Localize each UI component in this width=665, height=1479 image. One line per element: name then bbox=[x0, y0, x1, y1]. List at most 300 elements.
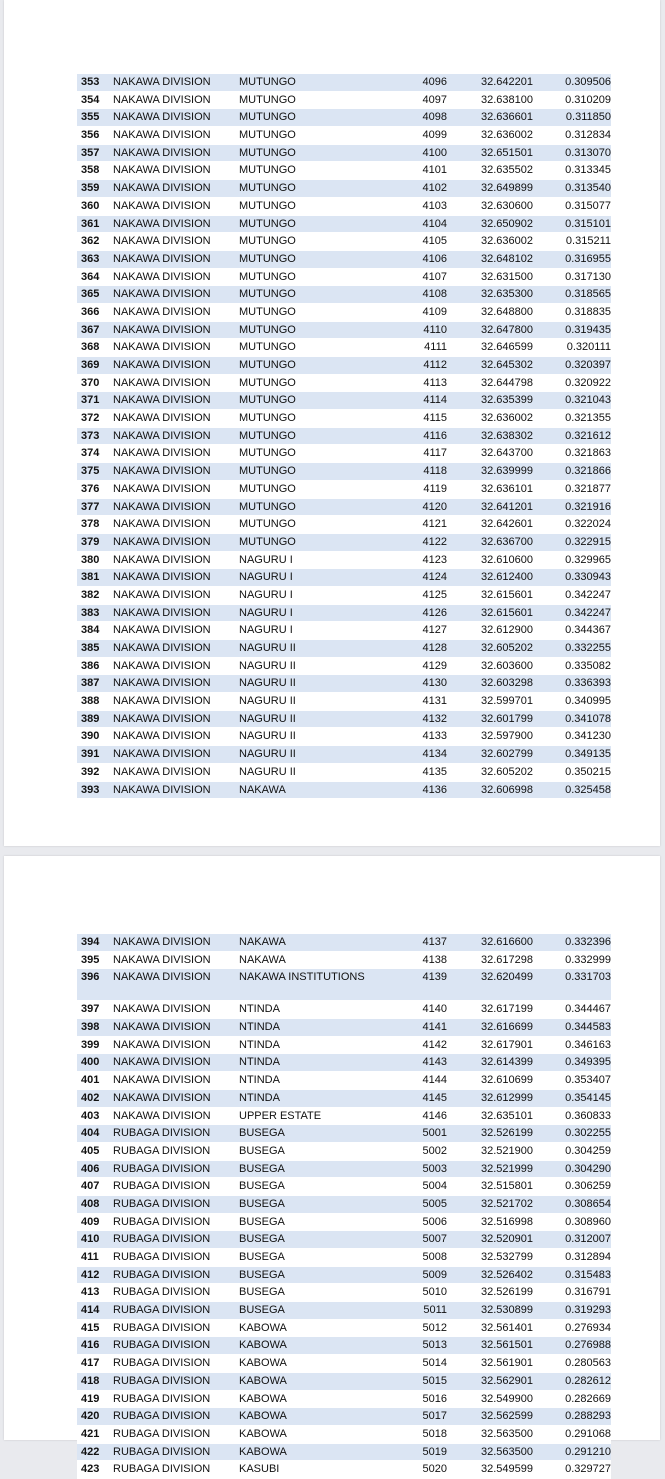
longitude-cell: 32.597900 bbox=[447, 728, 533, 746]
latitude-cell: 0.344583 bbox=[533, 1019, 611, 1037]
row-number: 407 bbox=[77, 1178, 109, 1196]
row-number: 367 bbox=[77, 321, 109, 339]
code-cell: 4108 bbox=[387, 286, 447, 304]
division-cell: RUBAGA DIVISION bbox=[109, 1355, 235, 1373]
latitude-cell: 0.322915 bbox=[533, 533, 611, 551]
division-cell: NAKAWA DIVISION bbox=[109, 109, 235, 127]
latitude-cell: 0.315483 bbox=[533, 1266, 611, 1284]
table-row bbox=[77, 693, 611, 711]
latitude-cell: 0.316955 bbox=[533, 250, 611, 268]
row-number: 356 bbox=[77, 127, 109, 145]
latitude-cell: 0.320397 bbox=[533, 357, 611, 375]
code-cell: 5001 bbox=[387, 1125, 447, 1143]
table-row bbox=[77, 1178, 611, 1196]
parish-cell: NAGURU I bbox=[235, 604, 387, 622]
division-cell: NAKAWA DIVISION bbox=[109, 233, 235, 251]
latitude-cell: 0.310209 bbox=[533, 91, 611, 109]
code-cell: 5006 bbox=[387, 1213, 447, 1231]
division-cell: NAKAWA DIVISION bbox=[109, 286, 235, 304]
longitude-cell: 32.599701 bbox=[447, 693, 533, 711]
division-cell: RUBAGA DIVISION bbox=[109, 1160, 235, 1178]
parish-cell: MUTUNGO bbox=[235, 303, 387, 321]
row-number: 385 bbox=[77, 640, 109, 658]
longitude-cell: 32.530899 bbox=[447, 1302, 533, 1320]
latitude-cell: 0.340995 bbox=[533, 693, 611, 711]
code-cell: 5016 bbox=[387, 1390, 447, 1408]
parish-cell: BUSEGA bbox=[235, 1178, 387, 1196]
parish-cell: MUTUNGO bbox=[235, 91, 387, 109]
parish-cell: NTINDA bbox=[235, 1036, 387, 1054]
table-row bbox=[77, 215, 611, 233]
longitude-cell: 32.562599 bbox=[447, 1408, 533, 1426]
code-cell: 4115 bbox=[387, 410, 447, 428]
code-cell: 4141 bbox=[387, 1019, 447, 1037]
division-cell: NAKAWA DIVISION bbox=[109, 586, 235, 604]
parish-cell: MUTUNGO bbox=[235, 74, 387, 91]
parish-cell: MUTUNGO bbox=[235, 374, 387, 392]
table-row bbox=[77, 445, 611, 463]
latitude-cell: 0.302255 bbox=[533, 1125, 611, 1143]
table-row bbox=[77, 1390, 611, 1408]
code-cell: 4139 bbox=[387, 969, 447, 1001]
row-number: 361 bbox=[77, 215, 109, 233]
longitude-cell: 32.612400 bbox=[447, 569, 533, 587]
table-row bbox=[77, 1160, 611, 1178]
table-row bbox=[77, 657, 611, 675]
division-cell: RUBAGA DIVISION bbox=[109, 1231, 235, 1249]
table-row bbox=[77, 604, 611, 622]
row-number: 363 bbox=[77, 250, 109, 268]
latitude-cell: 0.320111 bbox=[533, 339, 611, 357]
parish-cell: NAGURU I bbox=[235, 569, 387, 587]
parish-cell: NAGURU II bbox=[235, 675, 387, 693]
code-cell: 4135 bbox=[387, 763, 447, 781]
code-cell: 4116 bbox=[387, 427, 447, 445]
latitude-cell: 0.321916 bbox=[533, 498, 611, 516]
parish-cell: NAGURU II bbox=[235, 640, 387, 658]
longitude-cell: 32.639999 bbox=[447, 463, 533, 481]
table-row bbox=[77, 427, 611, 445]
table-row bbox=[77, 1107, 611, 1125]
code-cell: 4129 bbox=[387, 657, 447, 675]
row-number: 381 bbox=[77, 569, 109, 587]
table-row bbox=[77, 1319, 611, 1337]
row-number: 369 bbox=[77, 357, 109, 375]
code-cell: 4099 bbox=[387, 127, 447, 145]
latitude-cell: 0.344367 bbox=[533, 622, 611, 640]
code-cell: 4112 bbox=[387, 357, 447, 375]
table-row bbox=[77, 1372, 611, 1390]
division-cell: NAKAWA DIVISION bbox=[109, 374, 235, 392]
row-number: 362 bbox=[77, 233, 109, 251]
row-number: 392 bbox=[77, 763, 109, 781]
longitude-cell: 32.563500 bbox=[447, 1425, 533, 1443]
table-row bbox=[77, 1089, 611, 1107]
division-cell: NAKAWA DIVISION bbox=[109, 410, 235, 428]
row-number: 374 bbox=[77, 445, 109, 463]
longitude-cell: 32.636101 bbox=[447, 480, 533, 498]
longitude-cell: 32.617199 bbox=[447, 1001, 533, 1019]
division-cell: NAKAWA DIVISION bbox=[109, 427, 235, 445]
division-cell: RUBAGA DIVISION bbox=[109, 1337, 235, 1355]
code-cell: 5007 bbox=[387, 1231, 447, 1249]
table-row bbox=[77, 197, 611, 215]
table-row bbox=[77, 374, 611, 392]
code-cell: 4123 bbox=[387, 551, 447, 569]
longitude-cell: 32.635502 bbox=[447, 162, 533, 180]
division-cell: NAKAWA DIVISION bbox=[109, 1089, 235, 1107]
parish-cell: NAKAWA INSTITUTIONS bbox=[235, 969, 387, 1001]
latitude-cell: 0.342247 bbox=[533, 586, 611, 604]
table-row bbox=[77, 728, 611, 746]
division-cell: NAKAWA DIVISION bbox=[109, 1001, 235, 1019]
table-row bbox=[77, 533, 611, 551]
longitude-cell: 32.635101 bbox=[447, 1107, 533, 1125]
row-number: 365 bbox=[77, 286, 109, 304]
code-cell: 4096 bbox=[387, 74, 447, 91]
row-number: 397 bbox=[77, 1001, 109, 1019]
latitude-cell: 0.335082 bbox=[533, 657, 611, 675]
latitude-cell: 0.317130 bbox=[533, 268, 611, 286]
longitude-cell: 32.635300 bbox=[447, 286, 533, 304]
latitude-cell: 0.304290 bbox=[533, 1160, 611, 1178]
longitude-cell: 32.563500 bbox=[447, 1443, 533, 1461]
parish-cell: MUTUNGO bbox=[235, 516, 387, 534]
longitude-cell: 32.521999 bbox=[447, 1160, 533, 1178]
code-cell: 5009 bbox=[387, 1266, 447, 1284]
longitude-cell: 32.549599 bbox=[447, 1461, 533, 1479]
row-number: 393 bbox=[77, 781, 109, 799]
division-cell: NAKAWA DIVISION bbox=[109, 763, 235, 781]
division-cell: NAKAWA DIVISION bbox=[109, 969, 235, 1001]
row-number: 416 bbox=[77, 1337, 109, 1355]
longitude-cell: 32.643700 bbox=[447, 445, 533, 463]
division-cell: NAKAWA DIVISION bbox=[109, 640, 235, 658]
table-row bbox=[77, 1266, 611, 1284]
longitude-cell: 32.606998 bbox=[447, 781, 533, 799]
latitude-cell: 0.342247 bbox=[533, 604, 611, 622]
parish-cell: MUTUNGO bbox=[235, 410, 387, 428]
row-number: 406 bbox=[77, 1160, 109, 1178]
latitude-cell: 0.318835 bbox=[533, 303, 611, 321]
latitude-cell: 0.316791 bbox=[533, 1284, 611, 1302]
division-cell: NAKAWA DIVISION bbox=[109, 197, 235, 215]
code-cell: 5015 bbox=[387, 1372, 447, 1390]
parish-cell: KABOWA bbox=[235, 1355, 387, 1373]
row-number: 372 bbox=[77, 410, 109, 428]
longitude-cell: 32.620499 bbox=[447, 969, 533, 1001]
table-row bbox=[77, 622, 611, 640]
table-row bbox=[77, 109, 611, 127]
row-number: 398 bbox=[77, 1019, 109, 1037]
latitude-cell: 0.341230 bbox=[533, 728, 611, 746]
latitude-cell: 0.331703 bbox=[533, 969, 611, 1001]
division-cell: RUBAGA DIVISION bbox=[109, 1125, 235, 1143]
table-row bbox=[77, 463, 611, 481]
division-cell: RUBAGA DIVISION bbox=[109, 1319, 235, 1337]
row-number: 411 bbox=[77, 1249, 109, 1267]
longitude-cell: 32.635399 bbox=[447, 392, 533, 410]
longitude-cell: 32.610600 bbox=[447, 551, 533, 569]
division-cell: NAKAWA DIVISION bbox=[109, 91, 235, 109]
row-number: 359 bbox=[77, 180, 109, 198]
parish-cell: BUSEGA bbox=[235, 1284, 387, 1302]
table-row bbox=[77, 303, 611, 321]
table-row bbox=[77, 321, 611, 339]
longitude-cell: 32.614399 bbox=[447, 1054, 533, 1072]
parish-cell: MUTUNGO bbox=[235, 109, 387, 127]
row-number: 357 bbox=[77, 144, 109, 162]
code-cell: 4101 bbox=[387, 162, 447, 180]
latitude-cell: 0.321355 bbox=[533, 410, 611, 428]
table-row bbox=[77, 1213, 611, 1231]
table-row bbox=[77, 1249, 611, 1267]
document-page-1 bbox=[4, 0, 660, 846]
latitude-cell: 0.282669 bbox=[533, 1390, 611, 1408]
code-cell: 4140 bbox=[387, 1001, 447, 1019]
code-cell: 4144 bbox=[387, 1072, 447, 1090]
division-cell: NAKAWA DIVISION bbox=[109, 215, 235, 233]
division-cell: NAKAWA DIVISION bbox=[109, 303, 235, 321]
code-cell: 4131 bbox=[387, 693, 447, 711]
table-row bbox=[77, 74, 611, 91]
table-row bbox=[77, 339, 611, 357]
parish-cell: BUSEGA bbox=[235, 1231, 387, 1249]
division-cell: NAKAWA DIVISION bbox=[109, 657, 235, 675]
latitude-cell: 0.320922 bbox=[533, 374, 611, 392]
table-row bbox=[77, 934, 611, 951]
division-cell: NAKAWA DIVISION bbox=[109, 710, 235, 728]
parish-cell: NAKAWA bbox=[235, 951, 387, 969]
code-cell: 5018 bbox=[387, 1425, 447, 1443]
longitude-cell: 32.603600 bbox=[447, 657, 533, 675]
parish-cell: MUTUNGO bbox=[235, 533, 387, 551]
parish-cell: MUTUNGO bbox=[235, 321, 387, 339]
row-number: 396 bbox=[77, 969, 109, 1001]
row-number: 380 bbox=[77, 551, 109, 569]
parish-cell: KABOWA bbox=[235, 1425, 387, 1443]
code-cell: 4133 bbox=[387, 728, 447, 746]
latitude-cell: 0.312894 bbox=[533, 1249, 611, 1267]
row-number: 391 bbox=[77, 746, 109, 764]
division-cell: NAKAWA DIVISION bbox=[109, 480, 235, 498]
division-cell: NAKAWA DIVISION bbox=[109, 1107, 235, 1125]
latitude-cell: 0.276988 bbox=[533, 1337, 611, 1355]
table-row bbox=[77, 586, 611, 604]
code-cell: 4102 bbox=[387, 180, 447, 198]
longitude-cell: 32.642201 bbox=[447, 74, 533, 91]
table-row bbox=[77, 1001, 611, 1019]
latitude-cell: 0.308654 bbox=[533, 1195, 611, 1213]
code-cell: 4104 bbox=[387, 215, 447, 233]
latitude-cell: 0.325458 bbox=[533, 781, 611, 799]
parish-cell: BUSEGA bbox=[235, 1160, 387, 1178]
row-number: 417 bbox=[77, 1355, 109, 1373]
table-row bbox=[77, 551, 611, 569]
latitude-cell: 0.306259 bbox=[533, 1178, 611, 1196]
row-number: 409 bbox=[77, 1213, 109, 1231]
row-number: 389 bbox=[77, 710, 109, 728]
parish-cell: MUTUNGO bbox=[235, 127, 387, 145]
code-cell: 4106 bbox=[387, 250, 447, 268]
row-number: 408 bbox=[77, 1195, 109, 1213]
code-cell: 4119 bbox=[387, 480, 447, 498]
row-number: 377 bbox=[77, 498, 109, 516]
division-cell: NAKAWA DIVISION bbox=[109, 533, 235, 551]
row-number: 400 bbox=[77, 1054, 109, 1072]
row-number: 379 bbox=[77, 533, 109, 551]
row-number: 395 bbox=[77, 951, 109, 969]
table-row bbox=[77, 969, 611, 1001]
code-cell: 4138 bbox=[387, 951, 447, 969]
parish-cell: BUSEGA bbox=[235, 1213, 387, 1231]
row-number: 383 bbox=[77, 604, 109, 622]
row-number: 420 bbox=[77, 1408, 109, 1426]
code-cell: 4127 bbox=[387, 622, 447, 640]
longitude-cell: 32.615601 bbox=[447, 604, 533, 622]
longitude-cell: 32.603298 bbox=[447, 675, 533, 693]
code-cell: 5012 bbox=[387, 1319, 447, 1337]
longitude-cell: 32.521900 bbox=[447, 1142, 533, 1160]
longitude-cell: 32.650902 bbox=[447, 215, 533, 233]
parish-cell: KASUBI bbox=[235, 1461, 387, 1479]
parish-cell: MUTUNGO bbox=[235, 197, 387, 215]
latitude-cell: 0.313540 bbox=[533, 180, 611, 198]
table-row bbox=[77, 569, 611, 587]
longitude-cell: 32.601799 bbox=[447, 710, 533, 728]
table-row bbox=[77, 1443, 611, 1461]
parish-cell: NAGURU I bbox=[235, 586, 387, 604]
longitude-cell: 32.636601 bbox=[447, 109, 533, 127]
longitude-cell: 32.561501 bbox=[447, 1337, 533, 1355]
division-cell: NAKAWA DIVISION bbox=[109, 250, 235, 268]
division-cell: NAKAWA DIVISION bbox=[109, 392, 235, 410]
division-cell: NAKAWA DIVISION bbox=[109, 693, 235, 711]
code-cell: 4109 bbox=[387, 303, 447, 321]
document-page-2 bbox=[4, 856, 660, 1476]
row-number: 410 bbox=[77, 1231, 109, 1249]
table-row bbox=[77, 268, 611, 286]
division-cell: NAKAWA DIVISION bbox=[109, 728, 235, 746]
longitude-cell: 32.636002 bbox=[447, 410, 533, 428]
division-cell: RUBAGA DIVISION bbox=[109, 1372, 235, 1390]
table-row bbox=[77, 357, 611, 375]
division-cell: NAKAWA DIVISION bbox=[109, 339, 235, 357]
parish-cell: KABOWA bbox=[235, 1372, 387, 1390]
longitude-cell: 32.630600 bbox=[447, 197, 533, 215]
code-cell: 4124 bbox=[387, 569, 447, 587]
division-cell: RUBAGA DIVISION bbox=[109, 1390, 235, 1408]
code-cell: 4136 bbox=[387, 781, 447, 799]
longitude-cell: 32.631500 bbox=[447, 268, 533, 286]
parish-cell: NAGURU II bbox=[235, 657, 387, 675]
division-cell: NAKAWA DIVISION bbox=[109, 268, 235, 286]
latitude-cell: 0.313345 bbox=[533, 162, 611, 180]
code-cell: 5010 bbox=[387, 1284, 447, 1302]
division-cell: NAKAWA DIVISION bbox=[109, 675, 235, 693]
parish-coordinates-table bbox=[77, 74, 611, 799]
longitude-cell: 32.645302 bbox=[447, 357, 533, 375]
table-row bbox=[77, 516, 611, 534]
code-cell: 4132 bbox=[387, 710, 447, 728]
longitude-cell: 32.610699 bbox=[447, 1072, 533, 1090]
row-number: 375 bbox=[77, 463, 109, 481]
table-row bbox=[77, 1231, 611, 1249]
code-cell: 4111 bbox=[387, 339, 447, 357]
parish-cell: MUTUNGO bbox=[235, 445, 387, 463]
table-row bbox=[77, 1072, 611, 1090]
code-cell: 5013 bbox=[387, 1337, 447, 1355]
latitude-cell: 0.315101 bbox=[533, 215, 611, 233]
latitude-cell: 0.350215 bbox=[533, 763, 611, 781]
table-row bbox=[77, 392, 611, 410]
table-row bbox=[77, 951, 611, 969]
table-row bbox=[77, 746, 611, 764]
longitude-cell: 32.526199 bbox=[447, 1125, 533, 1143]
division-cell: NAKAWA DIVISION bbox=[109, 445, 235, 463]
latitude-cell: 0.318565 bbox=[533, 286, 611, 304]
code-cell: 4121 bbox=[387, 516, 447, 534]
latitude-cell: 0.321877 bbox=[533, 480, 611, 498]
row-number: 423 bbox=[77, 1461, 109, 1479]
longitude-cell: 32.526199 bbox=[447, 1284, 533, 1302]
division-cell: NAKAWA DIVISION bbox=[109, 127, 235, 145]
division-cell: NAKAWA DIVISION bbox=[109, 321, 235, 339]
parish-cell: MUTUNGO bbox=[235, 215, 387, 233]
division-cell: NAKAWA DIVISION bbox=[109, 951, 235, 969]
latitude-cell: 0.321043 bbox=[533, 392, 611, 410]
division-cell: NAKAWA DIVISION bbox=[109, 1072, 235, 1090]
code-cell: 4146 bbox=[387, 1107, 447, 1125]
longitude-cell: 32.636002 bbox=[447, 233, 533, 251]
table-row bbox=[77, 480, 611, 498]
parish-cell: MUTUNGO bbox=[235, 480, 387, 498]
longitude-cell: 32.617298 bbox=[447, 951, 533, 969]
table-row bbox=[77, 675, 611, 693]
parish-cell: NAKAWA bbox=[235, 781, 387, 799]
table-row bbox=[77, 1355, 611, 1373]
division-cell: RUBAGA DIVISION bbox=[109, 1408, 235, 1426]
row-number: 386 bbox=[77, 657, 109, 675]
latitude-cell: 0.321863 bbox=[533, 445, 611, 463]
parish-cell: MUTUNGO bbox=[235, 268, 387, 286]
division-cell: NAKAWA DIVISION bbox=[109, 1054, 235, 1072]
latitude-cell: 0.291210 bbox=[533, 1443, 611, 1461]
longitude-cell: 32.615601 bbox=[447, 586, 533, 604]
division-cell: NAKAWA DIVISION bbox=[109, 1036, 235, 1054]
longitude-cell: 32.521702 bbox=[447, 1195, 533, 1213]
row-number: 388 bbox=[77, 693, 109, 711]
division-cell: RUBAGA DIVISION bbox=[109, 1443, 235, 1461]
parish-cell: MUTUNGO bbox=[235, 357, 387, 375]
row-number: 421 bbox=[77, 1425, 109, 1443]
latitude-cell: 0.311850 bbox=[533, 109, 611, 127]
row-number: 394 bbox=[77, 934, 109, 951]
parish-cell: NTINDA bbox=[235, 1072, 387, 1090]
parish-cell: NAKAWA bbox=[235, 934, 387, 951]
code-cell: 5017 bbox=[387, 1408, 447, 1426]
longitude-cell: 32.516998 bbox=[447, 1213, 533, 1231]
row-number: 387 bbox=[77, 675, 109, 693]
latitude-cell: 0.330943 bbox=[533, 569, 611, 587]
longitude-cell: 32.605202 bbox=[447, 763, 533, 781]
code-cell: 4142 bbox=[387, 1036, 447, 1054]
latitude-cell: 0.344467 bbox=[533, 1001, 611, 1019]
longitude-cell: 32.561401 bbox=[447, 1319, 533, 1337]
code-cell: 4107 bbox=[387, 268, 447, 286]
table-row bbox=[77, 250, 611, 268]
latitude-cell: 0.288293 bbox=[533, 1408, 611, 1426]
